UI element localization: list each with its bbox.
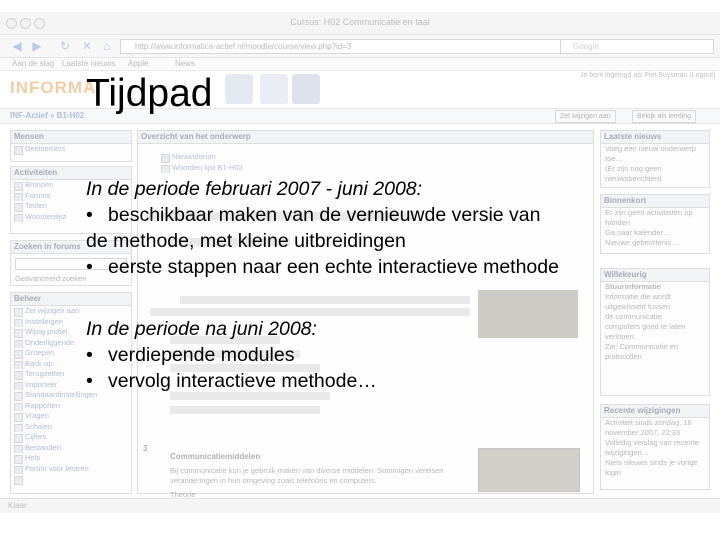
bullet-item — [86, 368, 686, 394]
glossary-term: Stuurinformatie — [605, 282, 661, 291]
bullet-text: beschikbaar maken van de vernieuwde versie van — [108, 204, 541, 226]
admin-link[interactable]: Importeer — [11, 380, 131, 391]
bookmark-item[interactable]: News — [175, 59, 196, 68]
slide-title: Tijdpad — [86, 72, 213, 115]
admin-link[interactable]: Onderliggende — [11, 338, 131, 349]
bullet-text: eerste stappen naar een echte interactieve methode — [108, 256, 559, 278]
bookmarks-bar — [0, 58, 720, 71]
glossary-line: Informatie die wordt — [605, 292, 671, 301]
glossary-line[interactable]: Zie: Communicatie en — [605, 342, 678, 351]
bookmark-item[interactable]: Aan de slag — [12, 59, 55, 68]
theorie-label: Theorie — [170, 490, 196, 499]
glossary-line: verlopen. — [605, 332, 636, 341]
back-icon[interactable]: ◀ — [12, 39, 22, 53]
bullet-glyph: • — [86, 344, 93, 366]
upcoming-line[interactable]: Nieuwe gebeurtenis… — [605, 238, 679, 247]
browser-toolbar — [0, 35, 720, 58]
admin-link[interactable]: Zet wijzigen aan — [11, 306, 131, 317]
header-image — [292, 74, 320, 104]
news-line[interactable]: Voeg een nieuw onderwerp — [605, 144, 696, 153]
glossary-line: computers goed te laten — [605, 322, 686, 331]
news-line: toe… — [605, 154, 623, 163]
section-text — [170, 466, 470, 486]
block-link[interactable]: Bronnen — [11, 180, 131, 191]
bullet-glyph: • — [86, 256, 93, 278]
block-title: Mensen — [11, 131, 131, 144]
site-logo: INFORMA — [10, 78, 97, 97]
home-icon[interactable]: ⌂ — [103, 39, 111, 53]
lesson-photo — [478, 448, 580, 492]
admin-link[interactable]: Rapporten — [11, 401, 131, 412]
bullet-item — [86, 202, 686, 228]
section-text-line: Bij communicatie kun je gebruik maken van diverse middelen. Sommigen vereisen — [170, 466, 444, 475]
text-line — [170, 406, 320, 414]
recent-line: november 2007, 22:33 — [605, 428, 681, 437]
bullet-text: vervolg interactieve methode… — [108, 370, 377, 392]
upcoming-line: handen — [605, 218, 631, 227]
admin-link[interactable]: Vragen — [11, 411, 131, 422]
status-bar: Klaar — [0, 498, 720, 513]
course-overview-title: Overzicht van het onderwerp — [138, 131, 593, 144]
block-link[interactable]: Forums — [11, 191, 131, 202]
admin-link[interactable]: Groepen — [11, 348, 131, 359]
reload-icon[interactable]: ↻ — [59, 39, 71, 53]
upcoming-line[interactable]: Ga naar kalender… — [605, 228, 671, 237]
block-link[interactable]: Testen — [11, 201, 131, 212]
window-title: Cursus: H02 Communicatie en taal — [290, 17, 430, 27]
block-link[interactable]: Deelnemers — [11, 144, 131, 155]
admin-link[interactable]: Instellingen — [11, 317, 131, 328]
bullet-item — [86, 342, 686, 368]
search-input[interactable]: Google — [560, 39, 714, 54]
glossary-line: uitgewisseld tussen — [605, 302, 671, 311]
section-text-line: veranderingen in hun omgeving zoals telefoons en computers. — [170, 476, 377, 485]
address-bar[interactable]: http://www.informatica-actief.nl/moodle/course/view.php?id=3 — [120, 39, 566, 54]
period2-heading: In de periode na juni 2008: — [86, 318, 317, 340]
course-link[interactable]: Nieuwsforum — [158, 152, 593, 163]
recent-line: Niets nieuws sinds je vorige — [605, 458, 698, 467]
admin-link[interactable]: Back-up — [11, 359, 131, 370]
recent-line[interactable]: Volledig verslag van recente — [605, 438, 699, 447]
slide-body — [86, 176, 686, 394]
bookmark-item[interactable]: Apple — [128, 59, 149, 68]
block-title: Activiteiten — [11, 167, 131, 180]
block-mensen — [10, 130, 132, 162]
window-titlebar — [0, 12, 720, 35]
admin-link[interactable] — [11, 474, 131, 485]
recent-line: login — [605, 468, 621, 477]
advanced-search-link[interactable]: Geavanceerd zoeken — [15, 274, 87, 283]
bullet-continuation: de methode, met kleine uitbreidingen — [86, 230, 406, 252]
header-image — [225, 74, 253, 104]
admin-link[interactable]: Schalen — [11, 422, 131, 433]
breadcrumb-text[interactable]: INF-Actief » B1-H02 — [10, 111, 85, 120]
stop-icon[interactable]: ✕ — [81, 39, 93, 53]
block-recent-activity — [600, 404, 710, 490]
admin-link[interactable]: Cijfers — [11, 432, 131, 443]
period1-heading: In de periode februari 2007 - juni 2008: — [86, 178, 423, 200]
admin-link[interactable]: Standaardinstellingen — [11, 390, 131, 401]
news-line: nieuwsberichten) — [605, 174, 662, 183]
block-link[interactable]: Woordenlijst — [11, 212, 131, 223]
block-title: Laatste nieuws — [601, 131, 709, 144]
bullet-item — [86, 254, 686, 280]
section-number: 3 — [143, 444, 148, 453]
login-info: Je bent ingelogd als Piet Buysman (Logout) — [580, 72, 716, 79]
block-title: Beheer — [11, 293, 131, 306]
admin-link[interactable]: Bestanden — [11, 443, 131, 454]
view-as-student-button[interactable]: Bekijk als leerling — [632, 110, 696, 123]
admin-link[interactable]: Help — [11, 453, 131, 464]
block-title: Zoeken in forums — [11, 241, 131, 254]
bullet-text: verdiepende modules — [108, 344, 295, 366]
course-link[interactable]: Woorden lijst B1-H02 — [158, 163, 593, 174]
recent-line: Activiteit sinds zondag, 18 — [605, 418, 692, 427]
news-line: (Er zijn nog geen — [605, 164, 662, 173]
header-image — [260, 74, 288, 104]
block-title: Willekeurig — [601, 269, 709, 282]
bookmark-item[interactable]: Laatste nieuws — [62, 59, 116, 68]
glossary-line[interactable]: protocollen — [605, 352, 642, 361]
recent-line[interactable]: wijzigingen… — [605, 448, 650, 457]
block-title: Binnenkort — [601, 195, 709, 208]
glossary-line: de communicatie — [605, 312, 662, 321]
forward-icon[interactable]: ▶ — [32, 39, 42, 53]
admin-link[interactable]: Terugzetten — [11, 369, 131, 380]
section-title: Communicatiemiddelen — [170, 452, 261, 461]
admin-link[interactable]: Forum voor leraren — [11, 464, 131, 475]
block-title: Recente wijzigingen — [601, 405, 709, 418]
bullet-glyph: • — [86, 370, 93, 392]
bullet-glyph: • — [86, 204, 93, 226]
admin-link[interactable]: Wijzig profiel — [11, 327, 131, 338]
upcoming-line: Er zijn geen activiteiten op — [605, 208, 693, 217]
edit-mode-button[interactable]: Zet wijzigen aan — [555, 110, 616, 123]
